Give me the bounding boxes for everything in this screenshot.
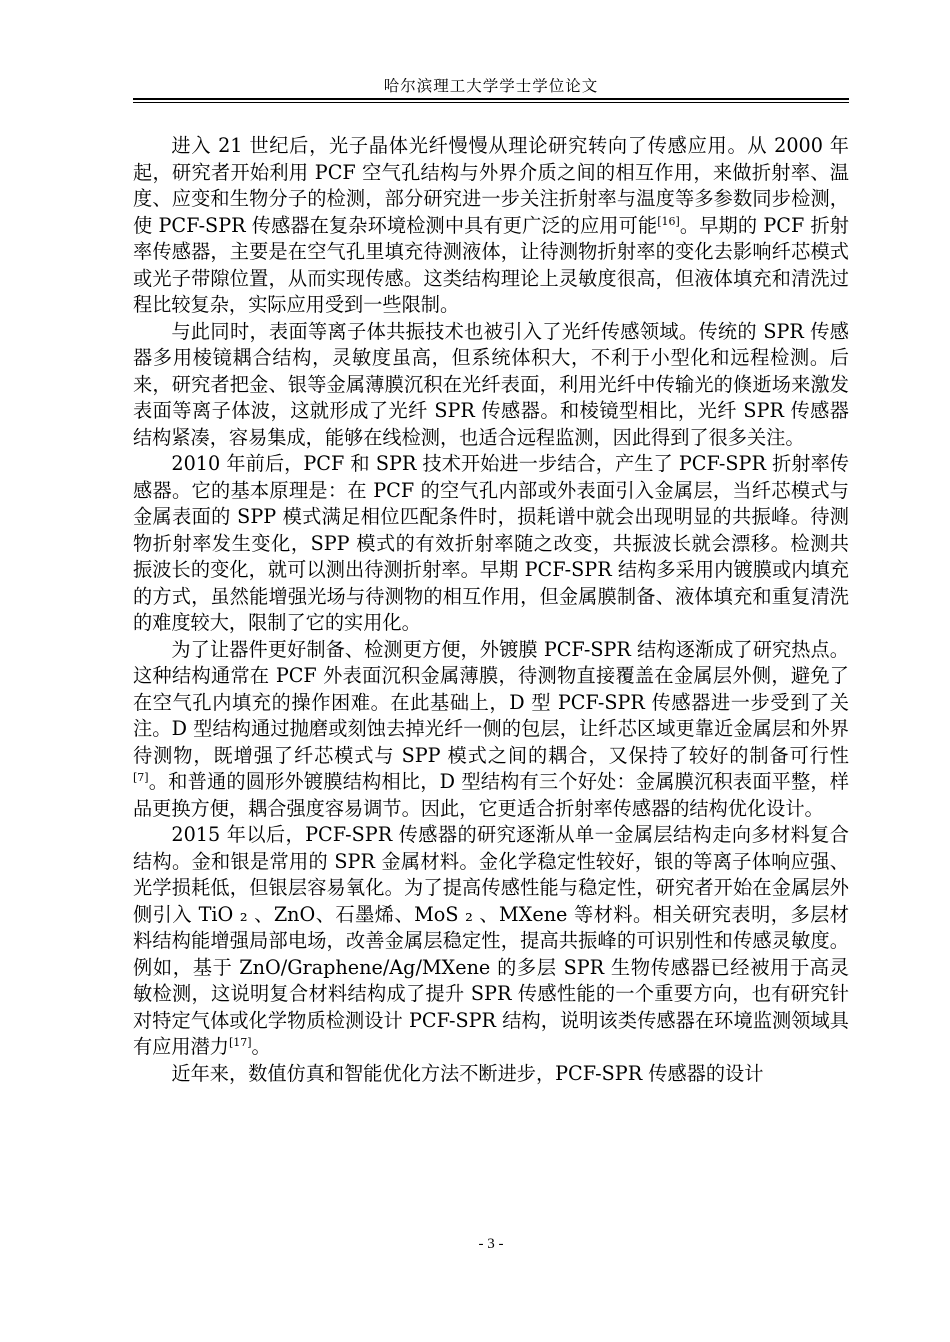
paragraph-tail: 。 bbox=[251, 1035, 271, 1058]
paragraph-tail: 。和普通的圆形外镀膜结构相比，D 型结构有三个好处：金属膜沉积表面平整，样品更换方便，耦合强度容易调节。因此，它更适合折射率传感器的结构优化设计。 bbox=[133, 770, 849, 820]
paragraph-text: 2010 年前后，PCF 和 SPR 技术开始进一步结合，产生了 PCF-SPR 折射率传感器。它的基本原理是：在 PCF 的空气孔内部或外表面引入金属层，当纤芯模式与金属表面的 SPP 模式满足相位匹配条件时，损耗谱中就会出现明显的共振峰。待测物折射率发生变化，SPP 模式的有效折射率随之改变，共振波长就会漂移。检测共振波长的变化，就可以测出待测折射率。早期 PCF-SPR 结构多采用内镀膜或内填充的方式，虽然能增强光场与待测物的相互作用，但金属膜制备、液体填充和重复清洗的难度较大，限制了它的实用化。 bbox=[133, 452, 849, 634]
paragraph-text: 近年来，数值仿真和智能优化方法不断进步，PCF-SPR 传感器的设计 bbox=[171, 1061, 764, 1085]
header-rule bbox=[133, 98, 849, 100]
paragraph-text: 进入 21 世纪后，光子晶体光纤慢慢从理论研究转向了传感应用。从 2000 年起，研究者开始利用 PCF 空气孔结构与外界介质之间的相互作用，来做折射率、温度、应变和生物分子的检测，部分研究进一步关注折射率与温度等多参数同步检测，使 PCF-SPR 传感器在复杂环境检测中具有更广泛的应用可能 bbox=[133, 134, 849, 237]
paragraph-6 bbox=[133, 1061, 849, 1088]
body-text bbox=[133, 133, 849, 1087]
paragraph-3 bbox=[133, 451, 849, 637]
header-rule-thin bbox=[133, 102, 849, 103]
citation: [7] bbox=[133, 771, 149, 784]
running-header: 哈尔滨理工大学学士学位论文 bbox=[383, 77, 599, 95]
paragraph-5 bbox=[133, 822, 849, 1061]
paragraph-4 bbox=[133, 637, 849, 823]
paragraph-text: 为了让器件更好制备、检测更方便，外镀膜 PCF-SPR 结构逐渐成了研究热点。这种结构通常在 PCF 外表面沉积金属薄膜，待测物直接覆盖在金属层外侧，避免了在空气孔内填充的操作困难。在此基础上，D 型 PCF-SPR 传感器进一步受到了关注。D 型结构通过抛磨或刻蚀去掉光纤一侧的包层，让纤芯区域更靠近金属层和外界待测物，既增强了纤芯模式与 SPP 模式之间的耦合，又保持了较好的制备可行性 bbox=[133, 637, 849, 767]
citation: [17] bbox=[228, 1036, 252, 1049]
paragraph-text: 与此同时，表面等离子体共振技术也被引入了光纤传感领域。传统的 SPR 传感器多用棱镜耦合结构，灵敏度虽高，但系统体积大，不利于小型化和远程检测。后来，研究者把金、银等金属薄膜沉积在光纤表面，利用光纤中传输光的倏逝场来激发表面等离子体波，这就形成了光纤 SPR 传感器。和棱镜型相比，光纤 SPR 传感器结构紧凑，容易集成，能够在线检测，也适合远程监测，因此得到了很多关注。 bbox=[133, 319, 849, 449]
paragraph-2 bbox=[133, 319, 849, 452]
paragraph-text: 2015 年以后，PCF-SPR 传感器的研究逐渐从单一金属层结构走向多材料复合结构。金和银是常用的 SPR 金属材料。金化学稳定性较好，银的等离子体响应强、光学损耗低，但银层容易氧化。为了提高传感性能与稳定性，研究者开始在金属层外侧引入 TiO ₂ 、ZnO、石墨烯、MoS ₂ 、MXene 等材料。相关研究表明，多层材料结构能增强局部电场，改善金属层稳定性，提高共振峰的可识别性和传感灵敏度。例如，基于 ZnO/Graphene/Ag/MXene 的多层 SPR 生物传感器已经被用于高灵敏检测，这说明复合材料结构成了提升 SPR 传感性能的一个重要方向，也有研究针对特定气体或化学物质检测设计 PCF-SPR 结构，说明该类传感器在环境监测领域具有应用潜力 bbox=[133, 823, 849, 1058]
paragraph-1 bbox=[133, 133, 849, 319]
paragraph-tail: 。早期的 PCF 折射率传感器，主要是在空气孔里填充待测液体，让待测物折射率的变化去影响纤芯模式或光子带隙位置，从而实现传感。这类结构理论上灵敏度很高，但液体填充和清洗过程比较复杂，实际应用受到一些限制。 bbox=[133, 213, 849, 316]
page-number: - 3 - bbox=[478, 1236, 504, 1252]
citation: [16] bbox=[657, 214, 680, 228]
